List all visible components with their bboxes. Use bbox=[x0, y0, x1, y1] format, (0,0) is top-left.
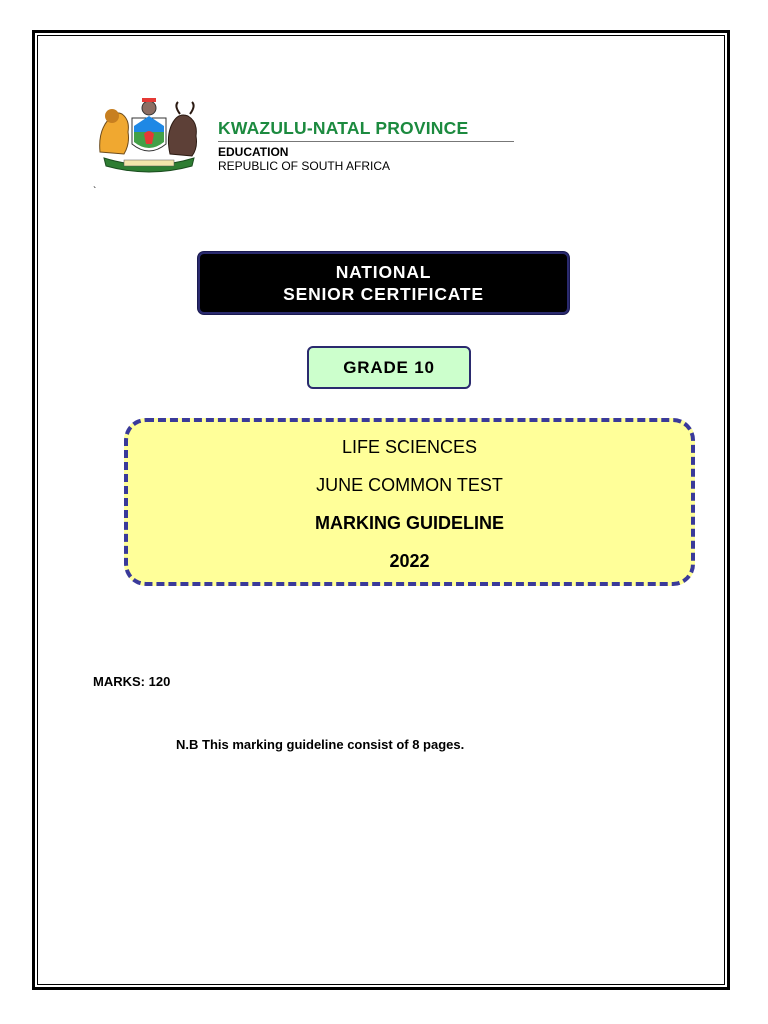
total-marks: MARKS: 120 bbox=[93, 674, 171, 689]
certificate-line-2: SENIOR CERTIFICATE bbox=[283, 284, 484, 304]
exam-name: JUNE COMMON TEST bbox=[316, 475, 503, 495]
coat-of-arms-icon bbox=[94, 92, 204, 178]
certificate-banner bbox=[198, 252, 569, 314]
stray-mark: ` bbox=[93, 186, 97, 197]
subject-box bbox=[124, 418, 695, 586]
header-divider bbox=[218, 141, 514, 142]
document-type: MARKING GUIDELINE bbox=[315, 513, 504, 533]
certificate-line-1: NATIONAL bbox=[335, 262, 432, 282]
grade-badge bbox=[307, 346, 471, 389]
organization-header bbox=[218, 118, 518, 173]
organization-name: KWAZULU-NATAL PROVINCE bbox=[218, 118, 469, 138]
page-count-note: N.B This marking guideline consist of 8 pages. bbox=[176, 737, 465, 752]
subject-name: LIFE SCIENCES bbox=[341, 437, 478, 457]
exam-year: 2022 bbox=[389, 551, 430, 571]
grade-label: GRADE 10 bbox=[343, 357, 435, 377]
country-name: REPUBLIC OF SOUTH AFRICA bbox=[218, 159, 391, 173]
department-name: EDUCATION bbox=[218, 145, 289, 159]
